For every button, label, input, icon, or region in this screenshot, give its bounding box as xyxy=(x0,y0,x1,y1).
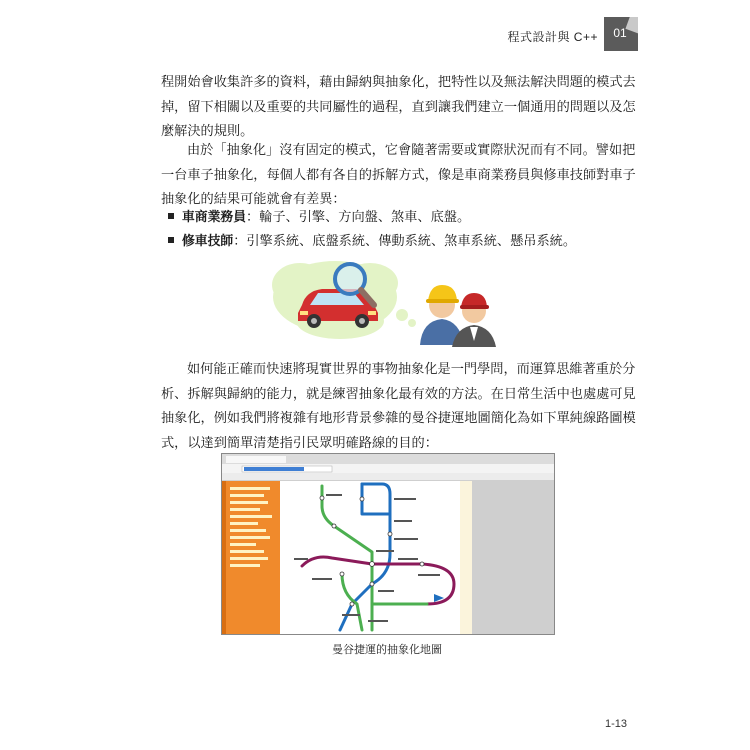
paragraph-line: 由於「抽象化」沒有固定的模式，它會隨著需要或實際狀況而有不同。譬如把 xyxy=(187,143,636,158)
bullet-desc: ：引擎系統、底盤系統、傳動系統、煞車系統、懸吊系統。 xyxy=(233,234,577,249)
header-title: 程式設計與 C++ xyxy=(507,30,598,44)
list-item xyxy=(168,206,576,230)
paragraph-line: 式，以達到簡單清楚指引民眾明確路線的目的： xyxy=(161,435,438,451)
paragraph-line: 麼解決的規則。 xyxy=(161,124,254,140)
bullet-list xyxy=(168,206,576,254)
chapter-number: 01 xyxy=(613,26,627,40)
bullet-term: 車商業務員 xyxy=(182,210,246,225)
paragraph-line: 抽象化，例如我們將複雜有地形背景參雜的曼谷捷運地圖簡化為如下單純線路圖模 xyxy=(161,411,636,427)
bangkok-metro-screenshot xyxy=(221,453,555,635)
list-item xyxy=(168,230,576,254)
paragraph-line: 掉，留下相關以及重要的共同屬性的過程，直到讓我們建立一個通用的問題以及怎 xyxy=(161,99,636,115)
paragraph-line: 一台車子抽象化，每個人都有各自的拆解方式，像是車商業務員與修車技師對車子 xyxy=(161,167,636,183)
paragraph-line: 如何能正確而快速將現實世界的事物抽象化是一門學問，而運算思維著重於分 xyxy=(187,362,636,377)
paragraph-line: 析、拆解與歸納的能力，就是練習抽象化最有效的方法。在日常生活中也處處可見 xyxy=(161,386,636,402)
page-number: 1-13 xyxy=(604,718,627,730)
bullet-desc: ：輪子、引擎、方向盤、煞車、底盤。 xyxy=(245,210,471,225)
paragraph-line: 抽象化的結果可能就會有差異： xyxy=(161,192,346,208)
car-abstraction-illustration xyxy=(270,255,500,350)
bullet-square-icon xyxy=(168,237,174,243)
bullet-square-icon xyxy=(168,213,174,219)
paragraph-line: 程開始會收集許多的資料，藉由歸納與抽象化，把特性以及無法解決問題的模式去 xyxy=(161,75,636,90)
paragraph-2 xyxy=(161,139,636,213)
paragraph-1 xyxy=(161,71,636,145)
browser-window-image xyxy=(222,454,554,634)
bullet-term: 修車技師 xyxy=(182,234,234,249)
paragraph-3 xyxy=(161,358,636,456)
figure-caption: 曼谷捷運的抽象化地圖 xyxy=(332,643,442,656)
